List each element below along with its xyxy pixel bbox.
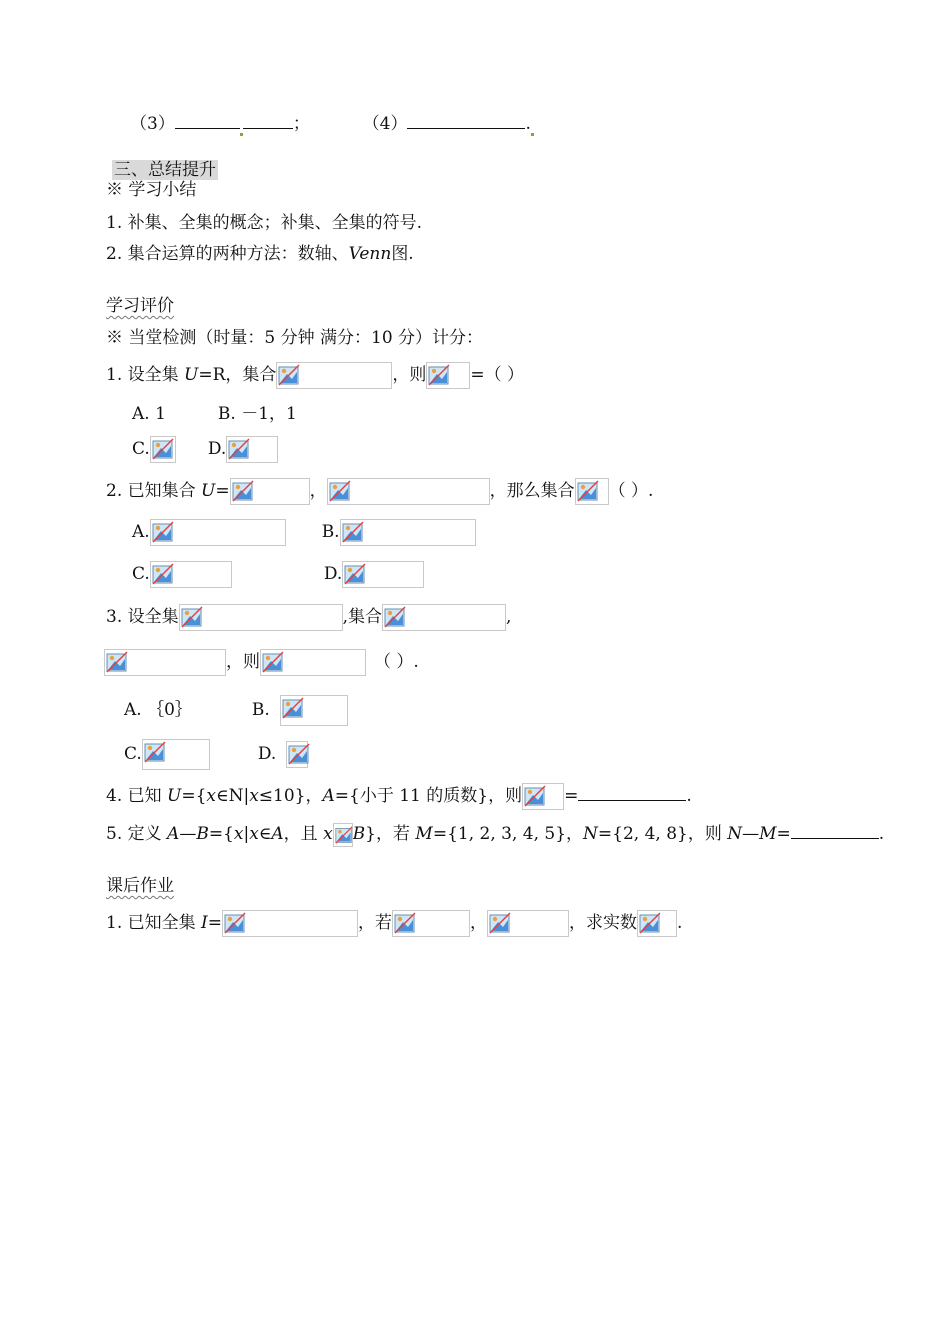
formula-image-icon <box>392 910 470 937</box>
option-d[interactable]: D. <box>323 564 343 584</box>
evaluation-heading: 学习评价 <box>106 296 174 316</box>
formula-image-icon <box>226 436 278 463</box>
formula-image-icon <box>426 362 470 389</box>
option-b[interactable]: B. －1，1 <box>217 404 297 424</box>
formula-image-icon <box>637 910 677 937</box>
answer-blank-q4[interactable] <box>578 782 686 801</box>
question-3-cont: ，则 （ ）. <box>104 649 419 676</box>
formula-image-icon <box>575 478 609 505</box>
formula-image-icon <box>382 604 506 631</box>
label-4: （4） <box>362 114 408 134</box>
option-c[interactable]: C. <box>132 564 150 584</box>
option-d[interactable]: D. <box>207 439 227 459</box>
option-a[interactable]: A. <box>132 522 150 542</box>
summary-item-1: 1. 补集、全集的概念；补集、全集的符号. <box>106 213 423 233</box>
answer-blank-q5[interactable] <box>791 820 879 839</box>
q3-options-cd <box>124 739 308 770</box>
formula-image-icon <box>342 561 424 588</box>
formula-image-icon <box>522 783 564 810</box>
formula-image-icon <box>487 910 569 937</box>
question-3: 3. 设全集 ,集合 , <box>106 604 511 631</box>
homework-1: 1. 已知全集 I= ，若 ， ，求实数 . <box>106 910 682 937</box>
formula-image-icon <box>104 649 226 676</box>
option-a[interactable]: A. 1 <box>132 404 166 424</box>
formula-image-icon <box>276 362 392 389</box>
formula-image-icon <box>150 519 286 546</box>
summary-item-2: 2. 集合运算的两种方法：数轴、Venn图. <box>106 244 414 264</box>
question-2: 2. 已知集合 U= ， ，那么集合 （ ）. <box>106 478 653 505</box>
homework-heading: 课后作业 <box>106 876 174 896</box>
question-1: 1. 设全集 U=R，集合 ，则 =（ ） <box>106 362 524 389</box>
formula-image-icon <box>327 478 490 505</box>
q2-options-cd <box>132 561 424 588</box>
option-a[interactable]: A. ｛0｝ <box>124 700 192 720</box>
question-5: 5. 定义 A—B={x|x∈A，且 x B}，若 M={1, 2, 3, 4, 5}，N={2, 4, 8}，则 N—M= . <box>106 820 884 847</box>
formula-image-icon <box>340 519 476 546</box>
question-4: 4. 已知 U={x∈N|x≤10}，A={小于 11 的质数}，则 = . <box>106 782 692 810</box>
q1-options-cd <box>132 436 278 463</box>
formula-image-icon <box>280 695 348 726</box>
formula-image-icon <box>286 741 308 768</box>
answer-blank-3b[interactable] <box>243 110 293 129</box>
q3-options-ab <box>124 695 348 726</box>
formula-image-icon <box>150 561 232 588</box>
option-d[interactable]: D. <box>257 744 277 764</box>
section-title-summary: 三、总结提升 <box>114 160 216 180</box>
answer-line-3-4: （3） ； （4） . <box>130 110 534 136</box>
formula-image-icon <box>230 478 310 505</box>
formula-image-icon <box>222 910 358 937</box>
formula-image-icon <box>179 604 343 631</box>
option-b[interactable]: B. <box>251 700 270 720</box>
option-b[interactable]: B. <box>321 522 340 542</box>
formula-image-icon <box>333 823 353 847</box>
formula-image-icon <box>260 649 366 676</box>
formula-image-icon <box>150 436 176 463</box>
option-c[interactable]: C. <box>124 744 142 764</box>
q2-options-ab <box>132 519 476 546</box>
q1-options-ab <box>132 402 297 426</box>
label-3: （3） <box>130 114 175 134</box>
answer-blank-4[interactable] <box>407 110 525 129</box>
option-c[interactable]: C. <box>132 439 150 459</box>
quick-check-heading: ※ 当堂检测（时量：5 分钟 满分：10 分）计分： <box>106 328 484 348</box>
formula-image-icon <box>142 739 210 770</box>
study-summary-heading: ※ 学习小结 <box>106 180 197 200</box>
answer-blank-3a[interactable] <box>175 110 240 129</box>
